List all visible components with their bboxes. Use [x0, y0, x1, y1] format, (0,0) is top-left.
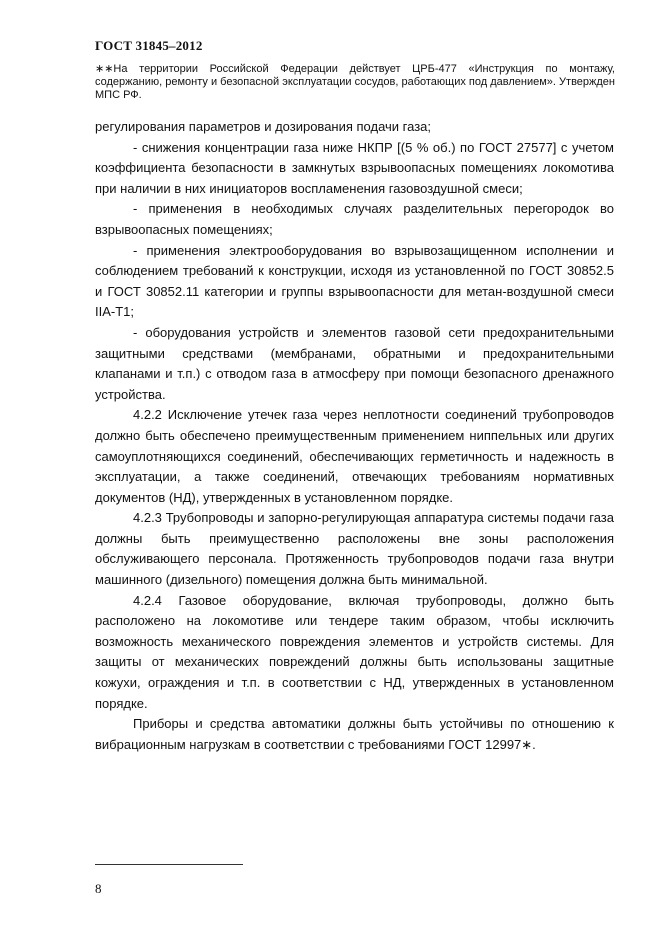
paragraph-4-2-4: 4.2.4 Газовое оборудование, включая трубопроводы, должно быть расположено на локомотиве или тендере таким образом, чтобы исключить возможность механического повреждения элементов и устройств системы. Для защиты от механических повреждений должны быть использованы защитные кожухи, ограждения и т.п. в соответствии с НД, утвержденных в установленном порядке. — [95, 592, 614, 711]
paragraph-4-2-2: 4.2.2 Исключение утечек газа через неплотности соединений трубопроводов должно быть обеспечено преимущественным применением ниппельных или других самоуплотняющихся соединений, обеспечивающих герметичность и надежность в эксплуатации, а также соединений, отвечающих требованиям нормативных документов (НД), утвержденных в установленном порядке. — [95, 407, 614, 505]
list-item-gas-concentration: - снижения концентрации газа ниже НКПР [(5 % об.) по ГОСТ 27577] с учетом коэффициента безопасности в замкнутых взрывоопасных помещениях локомотива при наличии в них инициаторов воспламенения газовоздушной смеси; — [95, 139, 614, 196]
main-body — [95, 117, 614, 755]
document-header: ГОСТ 31845–2012 — [95, 38, 203, 53]
footnote-separator — [95, 864, 243, 865]
paragraph-continuation: регулирования параметров и дозирования подачи газа; — [95, 119, 432, 134]
list-item-protective-means: - оборудования устройств и элементов газовой сети предохранительными защитными средствами (мембранами, обратными и предохранительными клапанами и т.п.) с отводом газа в атмосферу при помощи безопасного дренажного устройства. — [95, 324, 614, 402]
paragraph-automation: Приборы и средства автоматики должны быть устойчивы по отношению к вибрационным нагрузкам в соответствии с требованиями ГОСТ 12997∗. — [95, 716, 614, 752]
list-item-partitions: - применения в необходимых случаях разделительных перегородок во взрывоопасных помещениях; — [95, 201, 614, 237]
page-number: 8 — [95, 881, 102, 896]
top-footnote: ∗∗На территории Российской Федерации действует ЦРБ-477 «Инструкция по монтажу, содержанию, ремонту и безопасной эксплуатации сосудов, работающих под давлением». Утвержден МПС РФ. — [95, 63, 615, 101]
list-item-electrical-equipment: - применения электрооборудования во взрывозащищенном исполнении и соблюдением требований к конструкции, исходя из установленной по ГОСТ 30852.5 и ГОСТ 30852.11 категории и группы взрывоопасности для метан-воздушной смеси IIA-T1; — [95, 242, 614, 320]
paragraph-4-2-3: 4.2.3 Трубопроводы и запорно-регулирующая аппаратура системы подачи газа должны быть преимущественно расположены вне зоны расположения обслуживающего персонала. Протяженность трубопроводов подачи газа внутри машинного (дизельного) помещения должна быть минимальной. — [95, 510, 614, 588]
